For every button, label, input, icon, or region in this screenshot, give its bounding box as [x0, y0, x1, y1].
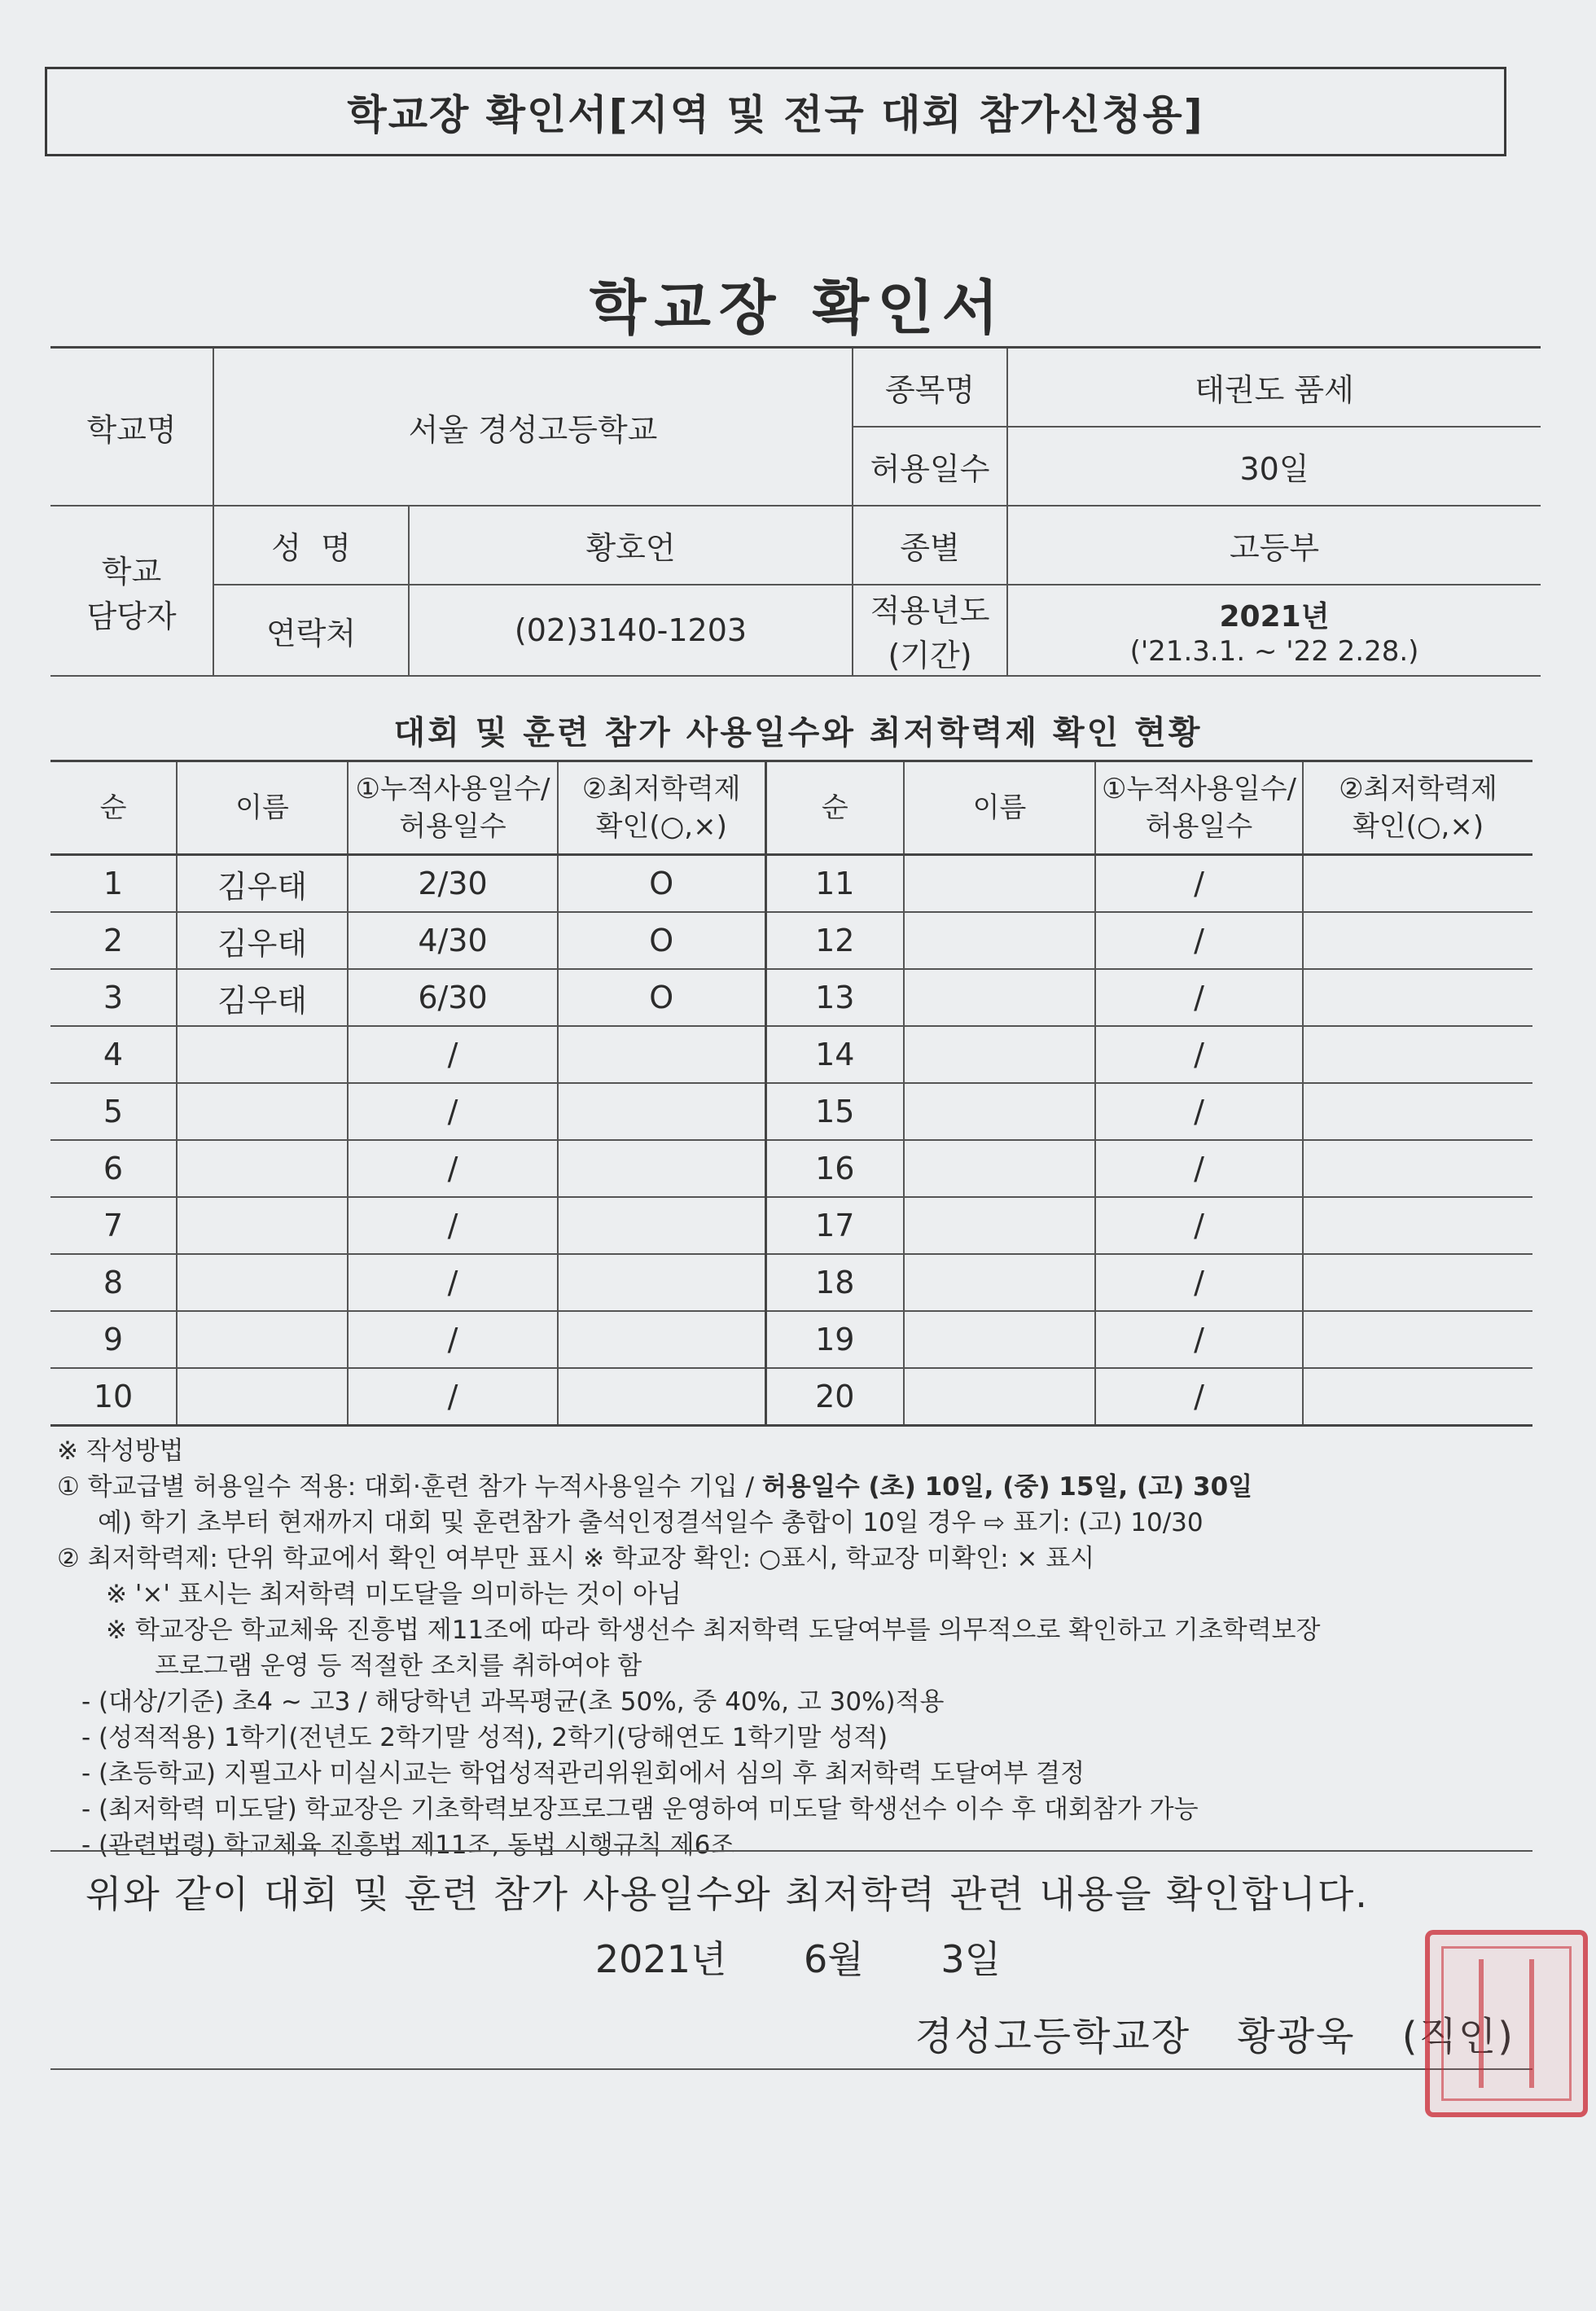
row-name: [177, 1368, 348, 1426]
row-name: [177, 1026, 348, 1083]
date-year: 2021년: [594, 1937, 727, 1981]
note-dash-3: - (초등학교) 지필고사 미실시교는 학업성적관리위원회에서 심의 후 최저학력 도달여부 결정: [81, 1759, 1085, 1788]
signer-school: 경성고등학교장: [914, 2014, 1191, 2059]
divider-bottom: [50, 2068, 1532, 2070]
row-no-right: 16: [765, 1140, 904, 1197]
table-row: [50, 1368, 1532, 1426]
header-days: [348, 761, 558, 855]
page-title: 학교장 확인서: [589, 274, 1007, 342]
row-name-right: [904, 1140, 1095, 1197]
row-name: [177, 1197, 348, 1254]
row-days: 6/30: [348, 969, 558, 1026]
note-2-a: ※ '×' 표시는 최저학력 미도달을 의미하는 것이 아님: [106, 1580, 682, 1609]
note-1-example: 예) 학기 초부터 현재까지 대회 및 훈련참가 출석인정결석일수 총합이 10일 경우 ⇨ 표기: (고) 10/30: [98, 1508, 1204, 1537]
table-row: [50, 1083, 1532, 1140]
row-check-right: [1303, 969, 1532, 1026]
table-row: [50, 855, 1532, 913]
year-period: ('21.3.1. ~ '22 2.28.): [1129, 634, 1419, 668]
note-2-b: ※ 학교장은 학교체육 진흥법 제11조에 따라 학생선수 최저학력 도달여부를 의무적으로 확인하고 기초학력보장: [106, 1616, 1321, 1645]
table-row: [50, 1026, 1532, 1083]
row-name: 김우태: [177, 969, 348, 1026]
row-name: 김우태: [177, 855, 348, 913]
row-no: 6: [50, 1140, 177, 1197]
row-no: 4: [50, 1026, 177, 1083]
issue-date: [0, 1930, 1596, 1984]
row-check-right: [1303, 855, 1532, 913]
row-no: 8: [50, 1254, 177, 1311]
row-check: [558, 1026, 765, 1083]
table-row: [50, 912, 1532, 969]
row-no: 9: [50, 1311, 177, 1368]
note-1: [57, 1469, 1523, 1505]
name-label: 성 명: [213, 506, 409, 585]
row-name-right: [904, 969, 1095, 1026]
manager-label: [50, 506, 213, 676]
note-dash-4: - (최저학력 미도달) 학교장은 기초학력보장프로그램 운영하여 미도달 학생선수 이수 후 대회참가 가능: [81, 1795, 1199, 1824]
row-check-right: [1303, 1197, 1532, 1254]
row-no-right: 17: [765, 1197, 904, 1254]
row-check: O: [558, 855, 765, 913]
row-check: O: [558, 969, 765, 1026]
contact-value: (02)3140-1203: [409, 585, 853, 676]
signer: [883, 2005, 1515, 2061]
row-days-right: /: [1095, 1368, 1303, 1426]
row-no: 1: [50, 855, 177, 913]
table-row: [50, 1140, 1532, 1197]
roster-body: [50, 855, 1532, 1426]
name-value: 황호언: [409, 506, 853, 585]
row-check-right: [1303, 1140, 1532, 1197]
row-no-right: 14: [765, 1026, 904, 1083]
divider-top: [50, 1850, 1532, 1852]
manager-label-line1: 학교: [101, 553, 162, 590]
year-label-line2: (기간): [888, 638, 972, 673]
row-days-right: /: [1095, 1311, 1303, 1368]
note-2-b2: 프로그램 운영 등 적절한 조치를 취하여야 함: [155, 1651, 642, 1681]
row-no: 2: [50, 912, 177, 969]
row-no: 10: [50, 1368, 177, 1426]
table-row: [50, 1254, 1532, 1311]
row-name-right: [904, 1197, 1095, 1254]
table-row: [50, 1197, 1532, 1254]
notes-heading: ※ 작성방법: [57, 1436, 184, 1466]
info-table: [50, 346, 1541, 677]
note-1-bold: 허용일수 (초) 10일, (중) 15일, (고) 30일: [761, 1472, 1253, 1502]
header-check-right: [1303, 761, 1532, 855]
official-seal-icon: [1425, 1930, 1588, 2117]
row-no-right: 20: [765, 1368, 904, 1426]
row-name-right: [904, 855, 1095, 913]
row-days: 2/30: [348, 855, 558, 913]
event-label: 종목명: [853, 348, 1007, 428]
row-days: /: [348, 1368, 558, 1426]
row-days: /: [348, 1026, 558, 1083]
row-no: 5: [50, 1083, 177, 1140]
row-check-right: [1303, 1311, 1532, 1368]
row-days-right: /: [1095, 1197, 1303, 1254]
section-title: 대회 및 훈련 참가 사용일수와 최저학력제 확인 현황: [393, 714, 1203, 752]
row-check: O: [558, 912, 765, 969]
row-no-right: 11: [765, 855, 904, 913]
division-label: 종별: [853, 506, 1007, 585]
row-no-right: 15: [765, 1083, 904, 1140]
date-month: 6월: [804, 1937, 864, 1981]
table-row: [50, 969, 1532, 1026]
row-name: [177, 1140, 348, 1197]
header-no: 순: [50, 761, 177, 855]
header-name: 이름: [177, 761, 348, 855]
header-check-line2: 확인(○,×): [595, 810, 727, 843]
signer-seal-note: (직인): [1401, 2014, 1515, 2059]
row-days: /: [348, 1083, 558, 1140]
row-check-right: [1303, 1026, 1532, 1083]
row-check: [558, 1140, 765, 1197]
signer-name: 황광욱: [1237, 2014, 1356, 2059]
row-check: [558, 1311, 765, 1368]
header-days-right: [1095, 761, 1303, 855]
row-days-right: /: [1095, 1140, 1303, 1197]
row-no-right: 12: [765, 912, 904, 969]
header-check-right-line1: ②최저학력제: [1339, 773, 1497, 805]
school-name: 서울 경성고등학교: [213, 348, 853, 506]
row-name-right: [904, 912, 1095, 969]
header-days-right-line2: 허용일수: [1145, 810, 1253, 843]
row-days: 4/30: [348, 912, 558, 969]
note-1-text: ① 학교급별 허용일수 적용: 대회·훈련 참가 누적사용일수 기입 /: [57, 1472, 762, 1502]
manager-label-line2: 담당자: [86, 598, 177, 634]
row-name: 김우태: [177, 912, 348, 969]
row-check: [558, 1254, 765, 1311]
row-name-right: [904, 1368, 1095, 1426]
year-cell: [1007, 585, 1541, 676]
header-check-right-line2: 확인(○,×): [1352, 810, 1484, 843]
row-days-right: /: [1095, 1083, 1303, 1140]
row-no: 7: [50, 1197, 177, 1254]
header-days-line2: 허용일수: [399, 810, 506, 843]
event-value: 태권도 품세: [1007, 348, 1541, 428]
table-row: [50, 1311, 1532, 1368]
division-value: 고등부: [1007, 506, 1541, 585]
row-days-right: /: [1095, 969, 1303, 1026]
notes-section: [57, 1433, 1523, 1863]
row-name-right: [904, 1026, 1095, 1083]
roster-header-row: [50, 761, 1532, 855]
year-label: [853, 585, 1007, 676]
contact-label: 연락처: [213, 585, 409, 676]
row-name: [177, 1083, 348, 1140]
school-label: 학교명: [50, 348, 213, 506]
row-no-right: 13: [765, 969, 904, 1026]
note-2: ② 최저학력제: 단위 학교에서 확인 여부만 표시 ※ 학교장 확인: ○표시, 학교장 미확인: × 표시: [57, 1544, 1095, 1573]
row-days: /: [348, 1254, 558, 1311]
header-name-right: 이름: [904, 761, 1095, 855]
row-name-right: [904, 1083, 1095, 1140]
confirm-statement: 위와 같이 대회 및 훈련 참가 사용일수와 최저학력 관련 내용을 확인합니다.: [86, 1872, 1369, 1916]
note-dash-5: - (관련법령) 학교체육 진흥법 제11조, 동법 시행규칙 제6조: [81, 1831, 735, 1860]
note-dash-2: - (성적적용) 1학기(전년도 2학기말 성적), 2학기(당해연도 1학기말 성적): [81, 1723, 888, 1752]
row-name-right: [904, 1311, 1095, 1368]
note-dash-1: - (대상/기준) 초4 ~ 고3 / 해당학년 과목평균(초 50%, 중 40%, 고 30%)적용: [81, 1687, 945, 1717]
header-no-right: 순: [765, 761, 904, 855]
year-label-line1: 적용년도: [870, 593, 990, 629]
row-days: /: [348, 1140, 558, 1197]
row-days: /: [348, 1311, 558, 1368]
row-name-right: [904, 1254, 1095, 1311]
header-check-line1: ②최저학력제: [581, 773, 741, 805]
header-days-right-line1: ①누적사용일수/: [1102, 773, 1296, 805]
year-value: 2021년: [1219, 599, 1330, 634]
row-name: [177, 1254, 348, 1311]
document-header: 학교장 확인서[지역 및 전국 대회 참가신청용]: [45, 67, 1506, 156]
row-no: 3: [50, 969, 177, 1026]
row-days-right: /: [1095, 1254, 1303, 1311]
row-name: [177, 1311, 348, 1368]
row-check-right: [1303, 1254, 1532, 1311]
row-no-right: 19: [765, 1311, 904, 1368]
date-day: 3일: [940, 1937, 1002, 1981]
allowed-days-label: 허용일수: [853, 427, 1007, 506]
row-check: [558, 1368, 765, 1426]
allowed-days-value: 30일: [1007, 427, 1541, 506]
row-check: [558, 1197, 765, 1254]
row-no-right: 18: [765, 1254, 904, 1311]
row-check-right: [1303, 1368, 1532, 1426]
row-days-right: /: [1095, 855, 1303, 913]
roster-table: [50, 760, 1532, 1427]
row-check-right: [1303, 1083, 1532, 1140]
header-days-line1: ①누적사용일수/: [355, 773, 550, 805]
header-check: [558, 761, 765, 855]
row-check-right: [1303, 912, 1532, 969]
row-check: [558, 1083, 765, 1140]
row-days: /: [348, 1197, 558, 1254]
row-days-right: /: [1095, 912, 1303, 969]
row-days-right: /: [1095, 1026, 1303, 1083]
